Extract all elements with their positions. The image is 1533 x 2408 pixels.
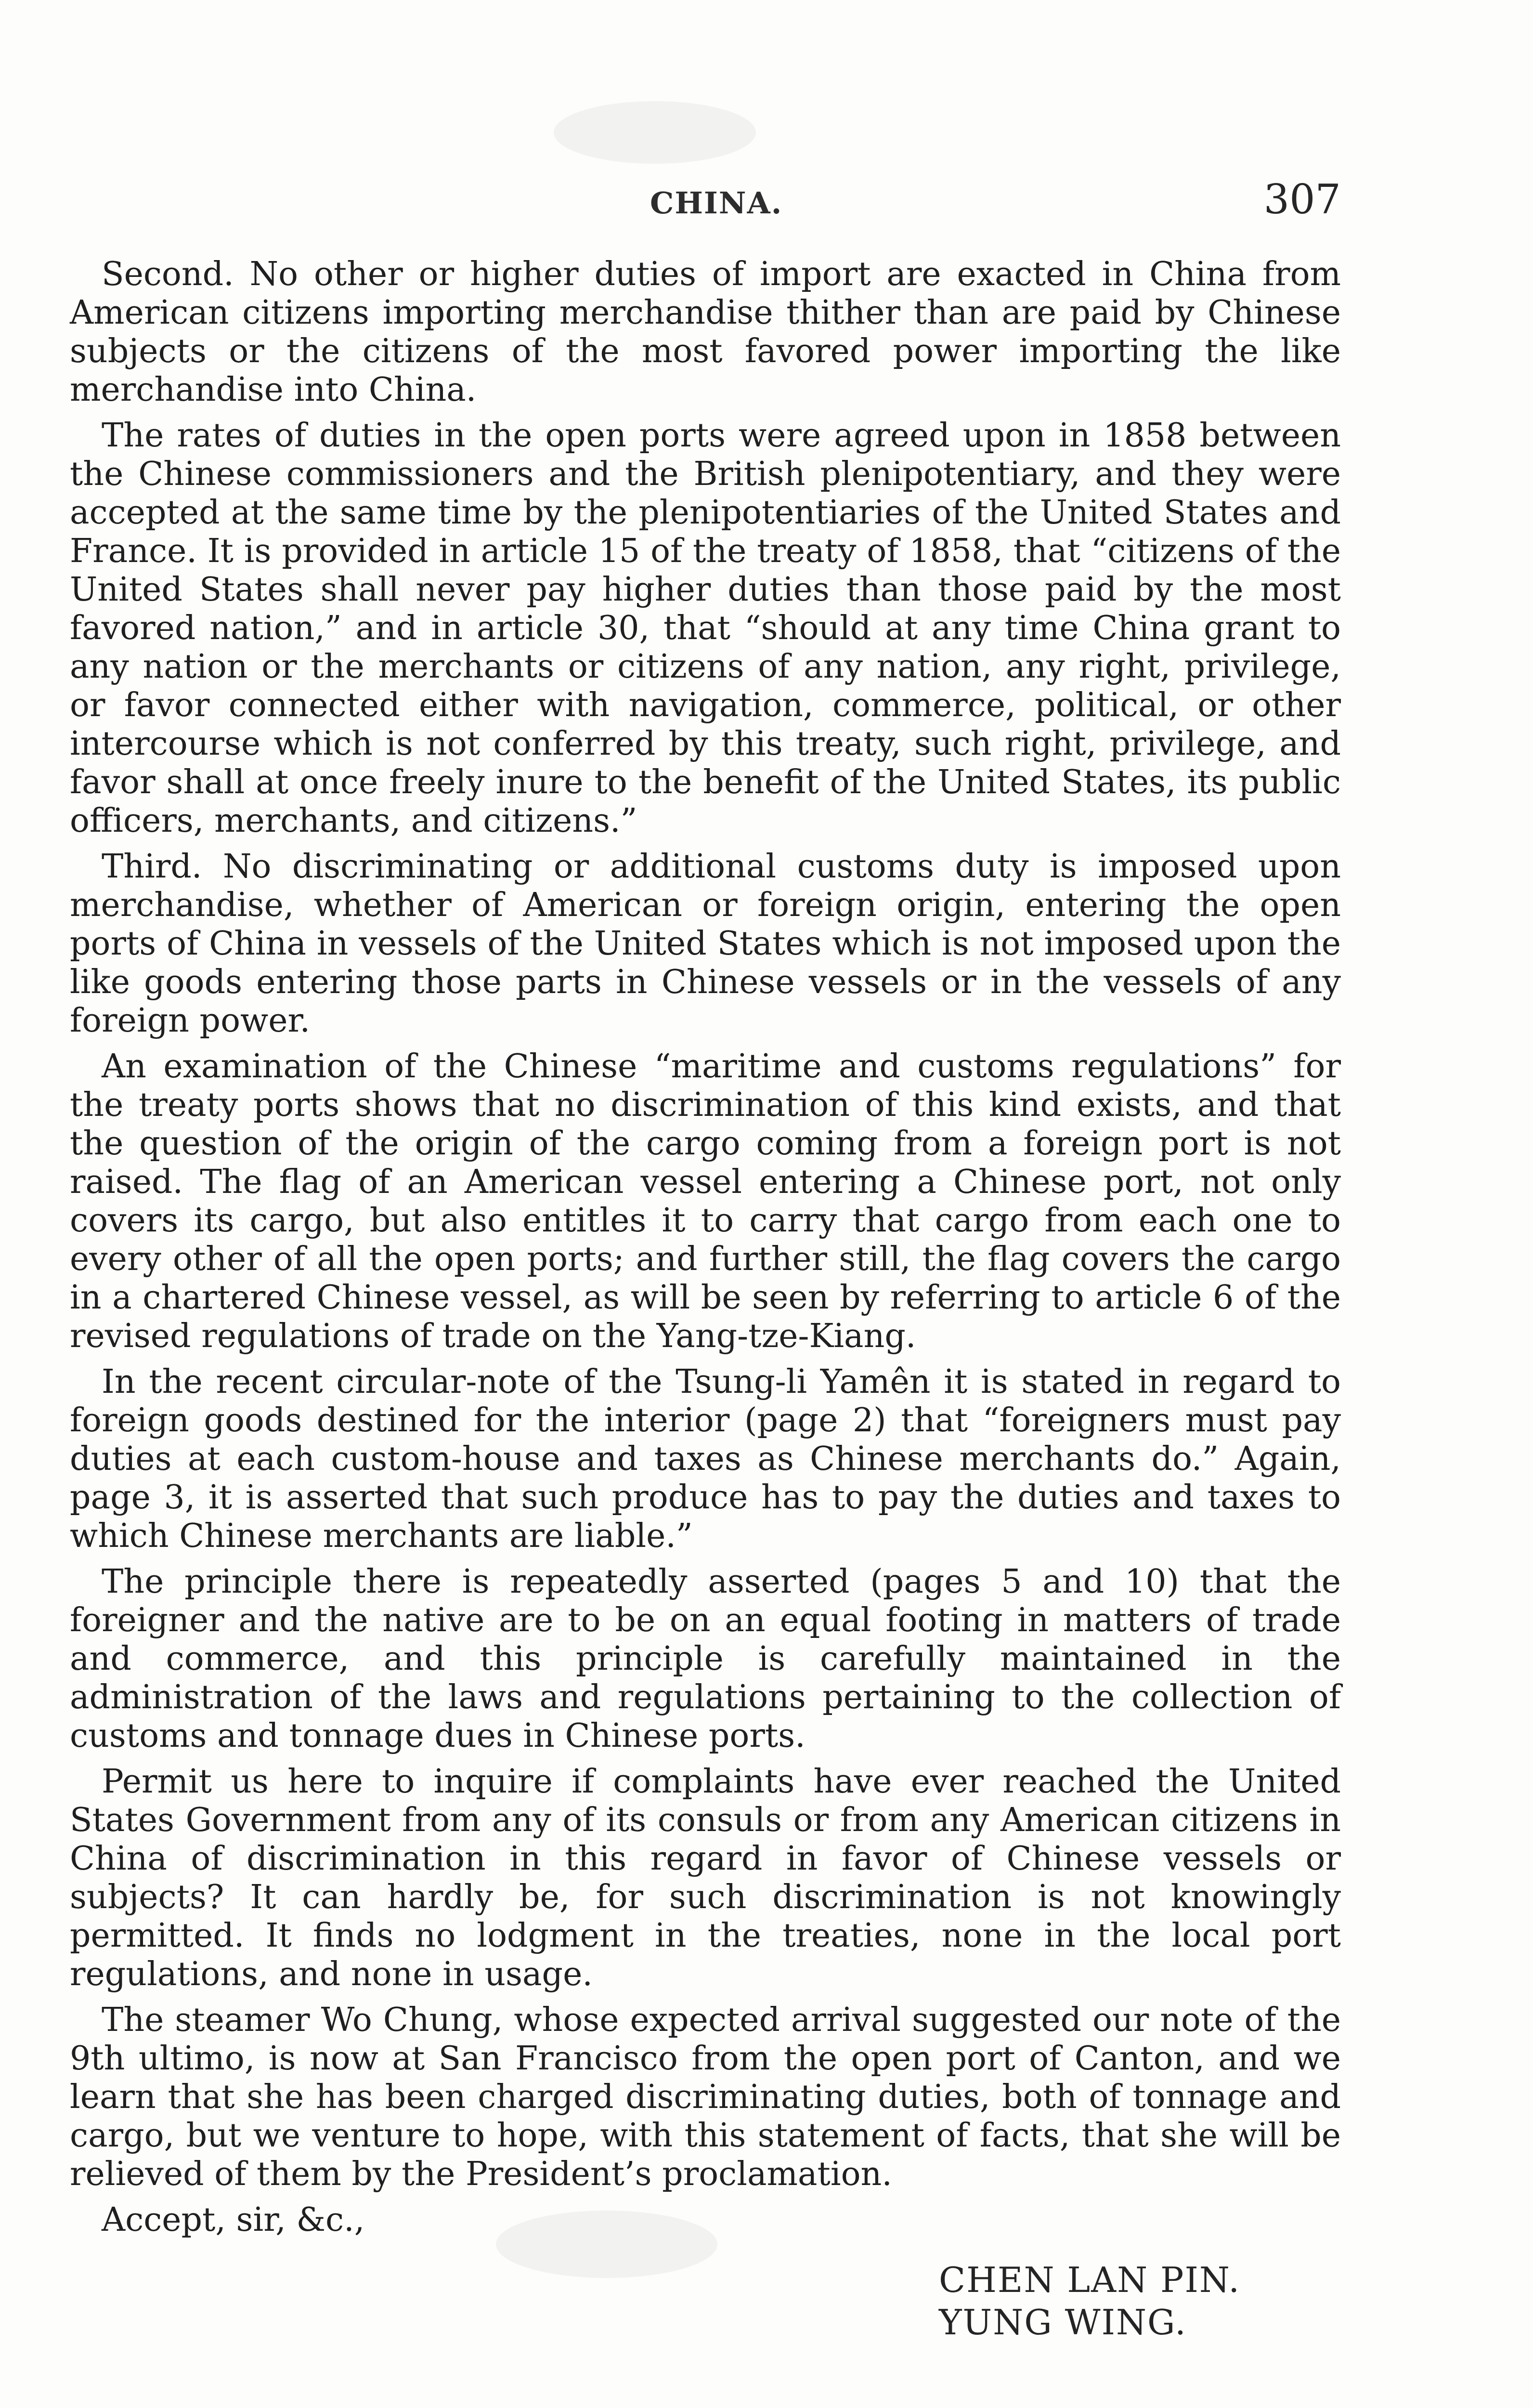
signature-chen-lan-pin: CHEN LAN PIN. — [939, 2260, 1241, 2300]
paper-smudge — [554, 101, 756, 164]
page-number: 307 — [1263, 176, 1341, 223]
paragraph: The rates of duties in the open ports were agreed upon in 1858 between the Chinese commissioners and the British plenipotentiary, and they were accepted at the same time by the plenipotentiaries of the United States and France. It is provided in article 15 of the treaty of 1858, that “citizens of the United States shall never pay higher duties than those paid by the most favored nation,” and in article 30, that “should at any time China grant to any nation or the merchants or citizens of any nation, any right, privilege, or favor connected either with navigation, commerce, political, or other intercourse which is not conferred by this treaty, such right, privilege, and favor shall at once freely inure to the benefit of the United States, its public officers, merchants, and citizens.” — [70, 417, 1341, 840]
paragraph: Third. No discriminating or additional customs duty is imposed upon merchandise, whether of American or foreign origin, entering the open ports of China in vessels of the United States which is not imposed upon the like goods entering those parts in Chinese vessels or in the vessels of any foreign power. — [70, 848, 1341, 1040]
paragraph: In the recent circular-note of the Tsung-li Yamên it is stated in regard to foreign goods destined for the interior (page 2) that “foreigners must pay duties at each custom-house and taxes as Chinese merchants do.” Again, page 3, it is asserted that such produce has to pay the duties and taxes to which Chinese merchants are liable.” — [70, 1363, 1341, 1555]
paragraph: Permit us here to inquire if complaints have ever reached the United States Government from any of its consuls or from any American citizens in China of discrimination in this regard in favor of Chinese vessels or subjects? It can hardly be, for such discrimination is not knowingly permitted. It finds no lodgment in the treaties, none in the local port regulations, and none in usage. — [70, 1763, 1341, 1993]
paragraph: An examination of the Chinese “maritime and customs regulations” for the treaty ports shows that no discrimination of this kind exists, and that the question of the origin of the cargo coming from a foreign port is not raised. The flag of an American vessel entering a Chinese port, not only covers its cargo, but also entitles it to carry that cargo from each one to every other of all the open ports; and further still, the flag covers the cargo in a chartered Chinese vessel, as will be seen by referring to article 6 of the revised regulations of trade on the Yang-tze-Kiang. — [70, 1047, 1341, 1355]
letter-body — [70, 255, 1341, 2247]
closing-line: Accept, sir, &c., — [102, 2201, 365, 2239]
page-header — [70, 176, 1341, 234]
paragraph: The steamer Wo Chung, whose expected arrival suggested our note of the 9th ultimo, is now at San Francisco from the open port of Canton, and we learn that she has been charged discriminating duties, both of tonnage and cargo, but we venture to hope, with this statement of facts, that she will be relieved of them by the President’s proclamation. — [70, 2001, 1341, 2193]
running-head: CHINA. — [650, 185, 783, 221]
signature-yung-wing: YUNG WING. — [939, 2302, 1187, 2343]
signature-block — [939, 2259, 1240, 2343]
paragraph: The principle there is repeatedly asserted (pages 5 and 10) that the foreigner and the native are to be on an equal footing in matters of trade and commerce, and this principle is carefully maintained in the administration of the laws and regulations pertaining to the collection of customs and tonnage dues in Chinese ports. — [70, 1563, 1341, 1755]
paragraph: Second. No other or higher duties of import are exacted in China from American citizens importing merchandise thither than are paid by Chinese subjects or the citizens of the most favored power importing the like merchandise into China. — [70, 255, 1341, 409]
